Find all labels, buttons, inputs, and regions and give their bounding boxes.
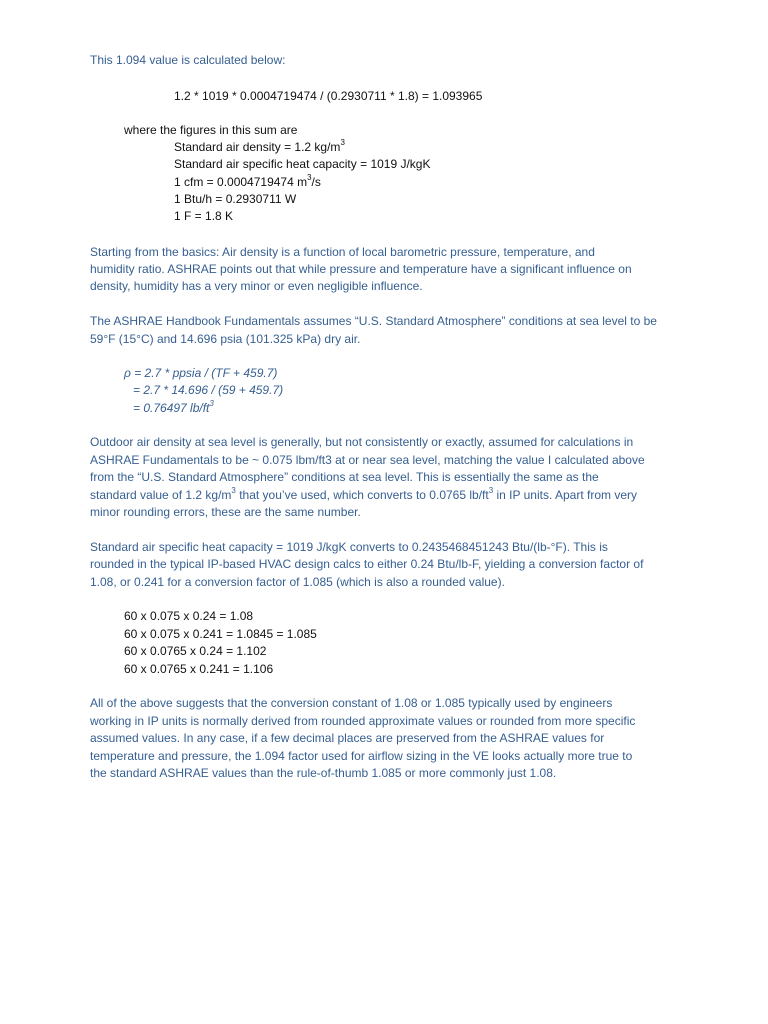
rho-equation-line: ρ = 2.7 * ppsia / (TF + 459.7) (124, 366, 278, 380)
para3-line: minor rounding errors, these are the same number. (90, 505, 361, 519)
para3-line: Outdoor air density at sea level is generally, but not consistently or exactly, assumed for calculations in (90, 435, 634, 449)
figure-cfm: 1 cfm = 0.0004719474 $m^3/s$ (174, 173, 321, 189)
para2-line: 59°F (15°C) and 14.696 psia (101.325 kPa) dry air. (90, 332, 361, 346)
rho-equation-line: = 2.7 * 14.696 / (59 + 459.7) (133, 383, 284, 397)
para1-line: humidity ratio. ASHRAE points out that while pressure and temperature have a significant influence on (90, 262, 632, 276)
main-formula: 1.2 * 1019 * 0.0004719474 / (0.2930711 * 1.8) = 1.093965 (174, 89, 483, 103)
para3-line: from the “U.S. Standard Atmosphere” conditions at sea level. This is essentially the same as the (90, 470, 599, 484)
figure-heat-capacity: Standard air specific heat capacity = 1019 J/kgK (174, 157, 431, 171)
para4-line: 1.08, or 0.241 for a conversion factor of 1.085 (which is also a rounded value). (90, 575, 505, 589)
para4-line: rounded in the typical IP-based HVAC design calcs to either 0.24 Btu/lb-F, yielding a conversion factor of (90, 557, 644, 571)
para5-line: temperature and pressure, the 1.094 factor used for airflow sizing in the VE looks actually more true to (90, 749, 633, 763)
calc-line: 60 x 0.0765 x 0.241 = 1.106 (124, 662, 274, 676)
calc-line: 60 x 0.075 x 0.241 = 1.0845 = 1.085 (124, 627, 317, 641)
para5-line: All of the above suggests that the conversion constant of 1.08 or 1.085 typically used by engineers (90, 696, 613, 710)
para3-line: ASHRAE Fundamentals to be ~ 0.075 lbm/ft3 at or near sea level, matching the value I calculated above (90, 453, 645, 467)
rho-equation-result: = 0.76497 $lb/ft^3$ (133, 399, 214, 415)
para2-line: The ASHRAE Handbook Fundamentals assumes “U.S. Standard Atmosphere” conditions at sea level to be (90, 314, 657, 328)
para1-line: Starting from the basics: Air density is a function of local barometric pressure, temperature, and (90, 245, 595, 259)
calc-line: 60 x 0.0765 x 0.24 = 1.102 (124, 644, 267, 658)
para5-line: assumed values. In any case, if a few decimal places are preserved from the ASHRAE values for (90, 731, 605, 745)
intro-line: This 1.094 value is calculated below: (90, 53, 286, 67)
para4-line: Standard air specific heat capacity = 1019 J/kgK converts to 0.2435468451243 Btu/(lb-°F). This is (90, 540, 608, 554)
calc-line: 60 x 0.075 x 0.24 = 1.08 (124, 609, 254, 623)
figure-fahrenheit: 1 F = 1.8 K (174, 209, 234, 223)
para3-line: standard value of 1.2 $kg/m^3$ that you’ve used, which converts to 0.0765 $lb/ft^3$ in IP units. Apart from very (90, 486, 637, 502)
figure-btu: 1 Btu/h = 0.2930711 W (174, 192, 297, 206)
para1-line: density, humidity has a very minor or even negligible influence. (90, 279, 423, 293)
para5-line: the standard ASHRAE values than the rule-of-thumb 1.085 or more commonly just 1.08. (90, 766, 557, 780)
where-heading: where the figures in this sum are (124, 123, 298, 137)
para5-line: working in IP units is normally derived from rounded approximate values or rounded from more specific (90, 714, 636, 728)
figure-density: Standard air density = 1.2 $kg/m^3$ (174, 138, 345, 154)
